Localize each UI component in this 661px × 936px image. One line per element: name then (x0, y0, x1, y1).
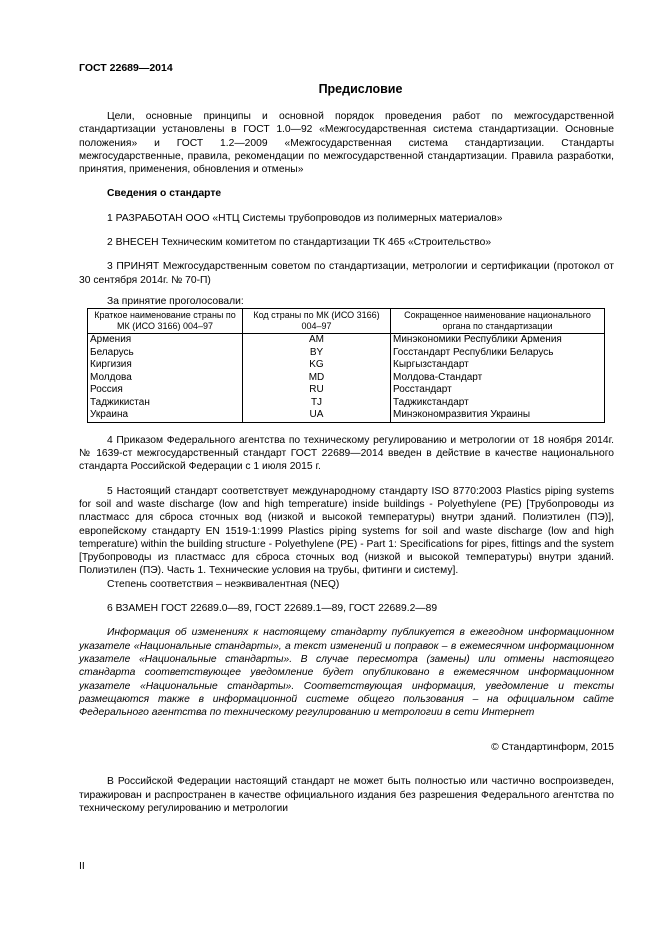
item-3: 3 ПРИНЯТ Межгосударственным советом по стандартизации, метрологии и сертификации (протокол от 30 сентября 2014г. № 70-П) (79, 261, 614, 286)
col-header-country: Краткое наименование страны по МК (ИСО 3166) 004–97 (88, 309, 243, 334)
item-2: 2 ВНЕСЕН Техническим комитетом по стандартизации ТК 465 «Строительство» (107, 237, 492, 249)
country-cell: Молдова (88, 372, 243, 385)
table-row (88, 384, 605, 397)
table-row (88, 397, 605, 410)
code-cell: BY (243, 347, 391, 360)
table-row (88, 359, 605, 372)
code-cell: KG (243, 359, 391, 372)
body-cell: Госстандарт Республики Беларусь (391, 347, 605, 360)
code-cell: UA (243, 409, 391, 422)
code-cell: AM (243, 334, 391, 347)
table-row (88, 372, 605, 385)
change-info-notice: Информация об изменениях к настоящему стандарту публикуется в ежегодном информационном указателе «Национальные стандарты», а текст изменений и поправок – в ежемесячном информационном указателе «Национальные стандарты». В случае пересмотра (замены) или отмены настоящего стандарта соответствующее уведомление будет опубликовано в ежемесячном информационном указателе «Национальные стандарты». Соответствующая информация, уведомление и тексты размещаются также в информационной системе общего пользования – на официальном сайте Федерального агентства по техническому регулированию и метрологии в сети Интернет (79, 627, 614, 719)
body-cell: Молдова-Стандарт (391, 372, 605, 385)
copyright: © Стандартинформ, 2015 (491, 741, 614, 753)
document-code: ГОСТ 22689—2014 (79, 62, 173, 74)
body-cell: Кыргызстандарт (391, 359, 605, 372)
code-cell: MD (243, 372, 391, 385)
country-cell: Киргизия (88, 359, 243, 372)
country-cell: Таджикистан (88, 397, 243, 410)
col-header-code: Код страны по МК (ИСО 3166) 004–97 (243, 309, 391, 334)
foreword-body (79, 110, 614, 815)
member-states-table (87, 308, 605, 423)
col-header-body: Сокращенное наименование национального органа по стандартизации (391, 309, 605, 334)
code-cell: TJ (243, 397, 391, 410)
country-cell: Россия (88, 384, 243, 397)
table-row (88, 409, 605, 422)
body-cell: Таджикстандарт (391, 397, 605, 410)
reproduction-restriction: В Российской Федерации настоящий стандарт не может быть полностью или частично воспроизведен, тиражирован и распространен в качестве официального издания без разрешения Федерального агентства по техническому регулированию и метрологии (79, 776, 614, 814)
table-header-row (88, 309, 605, 334)
table-row (88, 334, 605, 347)
intro-paragraph: Цели, основные принципы и основной порядок проведения работ по межгосударственной стандартизации установлены в ГОСТ 1.0—92 «Межгосударственная система стандартизации. Основные положения» и ГОСТ 1.2—2009 «Межгосударственная система стандартизации. Стандарты межгосударственные, правила, рекомендации по межгосударственной стандартизации. Правила разработки, принятия, применения, обновления и отмены» (79, 111, 614, 176)
item-4: 4 Приказом Федерального агентства по техническому регулированию и метрологии от 18 ноября 2014г. № 1639-ст межгосударственный стандарт ГОСТ 22689—2014 введен в действие в качестве национального стандарта Российской Федерации с 1 июля 2015 г. (79, 434, 614, 473)
voted-caption: За принятие проголосовали: (107, 295, 244, 307)
code-cell: RU (243, 384, 391, 397)
page-title: Предисловие (318, 82, 403, 96)
body-cell: Минэкономики Республики Армения (391, 334, 605, 347)
country-cell: Армения (88, 334, 243, 347)
item-5: 5 Настоящий стандарт соответствует международному стандарту ISO 8770:2003 Plastics piping systems for soil and waste discharge (low and high temperature) inside buildings - Polyethylene (PE) [Трубопроводы из пластмасс для сброса сточных вод (низкой и высокой температуры) внутри зданий. Полиэтилен (ПЭ)], европейскому стандарту EN 1519-1:1999 Plastics piping systems for soil and waste discharge (low and high temperature) within the building structure - Polyethylene (PE) - Part 1: Specifications for pipes, fittings and the system [Трубопроводы из пластмасс для сброса сточных вод (низкой и высокой температуры) внутри зданий. Полиэтилен (ПЭ). Часть 1. Технические условия на трубы, фитинги и систему]. (79, 485, 614, 577)
page-number: II (79, 860, 85, 872)
degree-of-correspondence: Степень соответствия – неэквивалентная (NEQ) (107, 578, 340, 590)
table-row (88, 347, 605, 360)
item-6: 6 ВЗАМЕН ГОСТ 22689.0—89, ГОСТ 22689.1—89, ГОСТ 22689.2—89 (107, 603, 438, 615)
item-1: 1 РАЗРАБОТАН ООО «НТЦ Системы трубопроводов из полимерных материалов» (107, 212, 503, 224)
section-heading: Сведения о стандарте (107, 188, 222, 200)
country-cell: Беларусь (88, 347, 243, 360)
body-cell: Минэкономразвития Украины (391, 409, 605, 422)
country-cell: Украина (88, 409, 243, 422)
body-cell: Росстандарт (391, 384, 605, 397)
